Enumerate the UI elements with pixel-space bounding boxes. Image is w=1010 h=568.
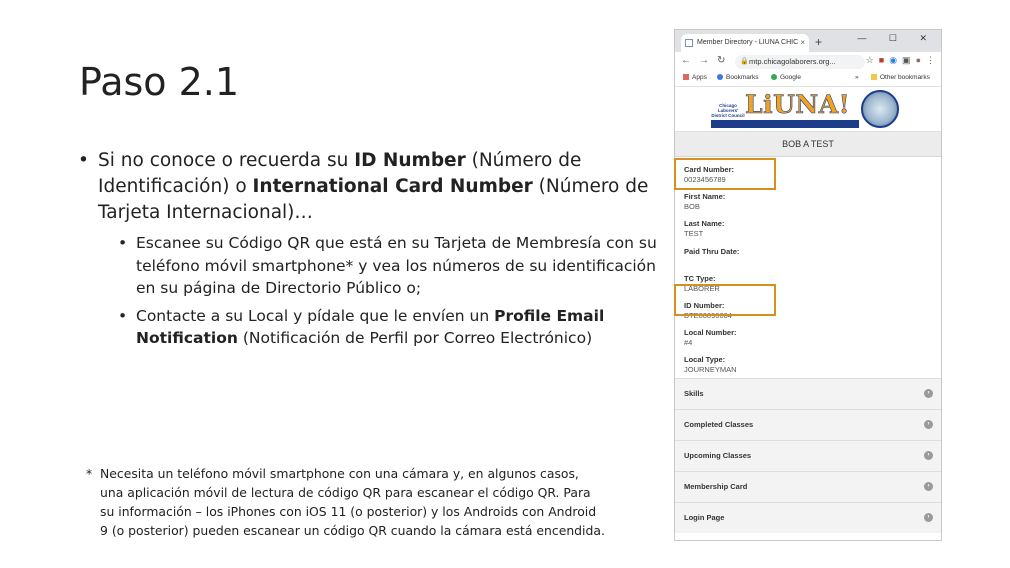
chevron-right-icon: › — [924, 420, 933, 429]
section-label: Skills — [684, 389, 704, 398]
bookmark-other[interactable] — [871, 74, 930, 81]
liuna-logo-strip — [711, 120, 859, 128]
tab-title: Member Directory - LIUNA CHIC — [697, 39, 799, 46]
bookmark-google-label: Google — [780, 74, 801, 81]
field-label: Paid Thru Date: — [684, 246, 740, 256]
field-value: BTE00090004 — [684, 310, 732, 320]
field-paid-thru-date — [684, 245, 941, 272]
sub-bullet-contact-text-2: (Notificación de Perfil por Correo Electrónico) — [237, 329, 593, 347]
extension-icon[interactable]: ■ — [878, 55, 885, 65]
chevron-right-icon: › — [924, 482, 933, 491]
chevron-right-icon: › — [924, 451, 933, 460]
field-value: BOB — [684, 202, 700, 212]
field-label: TC Type: — [684, 273, 716, 283]
section-membership-card[interactable] — [675, 471, 941, 502]
bookmark-other-label: Other bookmarks — [880, 74, 930, 81]
section-label: Membership Card — [684, 482, 748, 491]
slide-title: Paso 2.1 — [79, 60, 240, 104]
bookmark-apps-label: Apps — [692, 74, 707, 81]
field-value: 0023456789 — [684, 175, 726, 184]
lock-icon: 🔒 — [740, 58, 749, 65]
extension-icon-2[interactable]: ▣ — [902, 55, 911, 65]
sub-bullet-contact-text-1: Contacte a su Local y pídale que le envíen un — [136, 306, 495, 325]
section-skills[interactable] — [675, 378, 941, 409]
field-label: Local Number: — [684, 328, 737, 338]
bullet-list — [78, 148, 658, 355]
field-value: LABORER — [684, 283, 720, 293]
tab-bar — [675, 30, 941, 52]
field-value: TEST — [684, 229, 704, 239]
star-icon[interactable]: ☆ — [865, 55, 874, 65]
browser-toolbar — [675, 52, 941, 72]
field-label: Last Name: — [684, 219, 725, 229]
card-number-highlight-box — [674, 158, 776, 190]
field-first-name — [684, 190, 941, 217]
field-label: ID Number: — [684, 300, 725, 310]
bookmark-bookmarks[interactable] — [717, 74, 759, 81]
reload-icon[interactable]: ↻ — [717, 55, 726, 66]
council-seal-icon — [861, 90, 899, 128]
district-council-logo: Chicago Laborers' District Council — [711, 103, 745, 118]
footnote-star: * — [86, 466, 93, 481]
bookmark-apps[interactable] — [683, 74, 707, 81]
sub-bullet-bold-profile: Profile Email Notification — [136, 306, 605, 347]
sub-bullet-list — [98, 232, 658, 350]
field-local-number — [684, 326, 941, 353]
bullet-text-2: (Número de Identificación) o — [98, 150, 582, 197]
member-fields — [675, 157, 941, 381]
bullet-main — [78, 148, 658, 350]
liuna-header — [675, 87, 941, 132]
member-name-bar: BOB A TEST — [675, 132, 941, 157]
bullet-bold-card-number: International Card Number — [252, 176, 533, 197]
toolbar-icons — [866, 55, 935, 66]
sub-bullet-scan-text: Escanee su Código QR que está en su Tarjeta de Membresía con su teléfono móvil smartphone* y vea los números de su identificación en su página de Directorio Público o; — [136, 234, 657, 297]
bullet-text-3: (Número de Tarjeta Internacional)… — [98, 176, 649, 223]
liuna-logo: LiUNA! — [745, 90, 851, 119]
bullet-bold-id-number: ID Number — [354, 150, 466, 171]
section-completed-classes[interactable] — [675, 409, 941, 440]
bookmark-bookmarks-label: Bookmarks — [726, 74, 759, 81]
bookmarks-overflow[interactable]: » — [855, 74, 859, 81]
profile-icon[interactable]: ● — [915, 55, 921, 65]
apps-grid-icon — [683, 74, 689, 80]
section-upcoming-classes[interactable] — [675, 440, 941, 471]
bookmark-google[interactable] — [771, 74, 801, 81]
menu-dots-icon[interactable]: ⋮ — [926, 55, 935, 65]
sub-bullet-contact — [118, 305, 658, 350]
section-label: Login Page — [684, 513, 725, 522]
id-number-highlight-box — [674, 284, 776, 316]
field-local-type — [684, 353, 941, 380]
window-controls[interactable]: — ☐ ✕ — [857, 33, 937, 43]
field-label: Card Number: — [684, 165, 735, 174]
footnote-text: Necesita un teléfono móvil smartphone con una cámara y, en algunos casos, una aplicación móvil de lectura de código QR para escanear el código QR. Para su información – los iPhones con iOS 11 (o posterior) y los Androids con Android 9 (o posterior) pueden escanear un código QR cuando la cámara está encendida. — [100, 466, 605, 538]
chevron-right-icon: › — [924, 513, 933, 522]
field-last-name — [684, 217, 941, 244]
browser-tab[interactable] — [681, 34, 809, 52]
section-login-page[interactable] — [675, 502, 941, 533]
address-url: mtp.chicagolaborers.org... — [749, 57, 836, 66]
address-bar[interactable] — [735, 55, 865, 69]
field-value: #4 — [684, 338, 693, 348]
field-label: First Name: — [684, 192, 726, 202]
accordion-sections — [675, 378, 941, 533]
field-label: Local Type: — [684, 355, 726, 365]
folder-icon — [871, 74, 877, 80]
chrome-icon[interactable]: ◉ — [889, 55, 898, 65]
chevron-right-icon: › — [924, 389, 933, 398]
field-value: JOURNEYMAN — [684, 365, 737, 375]
back-arrow-icon[interactable]: ← — [681, 55, 691, 66]
bookmarks-bar — [675, 72, 941, 87]
footnote — [86, 464, 606, 540]
bullet-text-1: Si no conoce o recuerda su — [98, 150, 355, 171]
bookmark-star-icon — [717, 74, 723, 80]
google-icon — [771, 74, 777, 80]
sub-bullet-scan — [118, 232, 658, 300]
forward-arrow-icon[interactable]: → — [699, 55, 709, 66]
close-tab-icon[interactable]: × — [800, 38, 805, 47]
section-label: Completed Classes — [684, 420, 754, 429]
section-label: Upcoming Classes — [684, 451, 752, 460]
favicon-icon — [685, 39, 693, 47]
new-tab-button[interactable]: + — [815, 35, 823, 49]
